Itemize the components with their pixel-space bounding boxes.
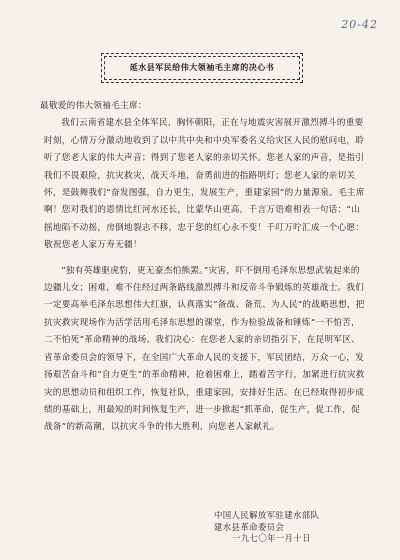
signature-block (214, 510, 364, 545)
salutation: 最敬爱的伟大领袖毛主席： (40, 101, 147, 111)
paragraph-2: “独有英雄驱虎豹，更无豪杰怕熊罴。”灾害，吓不倒用毛泽东思想武装起来的边疆儿女；困难，难不住经过两条路线激烈搏斗和反帝斗争锻炼的英雄战士。我们一定要高举毛泽东思想伟大红旗，认真落实“备战、备荒、为人民”的战略思想，把抗灾救灾现场作为活学活用毛泽东思想的课堂，作为检验战备和锤炼“一不怕苦，二不怕死”革命精神的战场。我们决心：在您老人家的亲切指引下，在昆明军区、省革命委员会的领导下，在全国广大革命人民的支援下，军民团结，万众一心，发扬艰苦奋斗和“自力更生”的革命精神，抢着困难上，踏着苦字行，加紧进行抗灾救灾的思想动员和组织工作，恢复社队，重建家园，安排好生活。在已经取得初步成绩的基础上，用最短的时间恢复生产，进一步掀起“抓革命，促生产，促工作，促战备”的新高潮，以抗灾斗争的伟大胜利，向您老人家献礼。 (44, 265, 365, 433)
paragraph-1: 我们云南省建水县全体军民，胸怀朝阳，正在与地震灾害展开激烈搏斗的重要时刻，心情万分激动地收到了以中共中央和中央军委名义给灾区人民的慰问电，聆听了您老人家的伟大声音；得到了您老人家的亲切关怀。您老人家的声音，是指引我们不畏艰险，抗灾救灾，战天斗地，奋勇前进的指路明灯；您老人家的亲切关怀，是鼓舞我们“奋发图强，自力更生，发展生产，重建家园”的力量源泉。毛主席啊！您对我们的恩情比红河水还长，比蒙华山更高，千言万语难相表一句话：“山摇地陷不动摇，房倒地裂志不移，忠于您的红心永不变！千叮万咛汇成一个心愿：敬祝您老人家万寿无疆！ (44, 118, 365, 251)
archive-number: 20-42 (341, 18, 378, 31)
title-frame (104, 56, 300, 80)
signature-date: 一九七〇年一月十日 (232, 533, 311, 543)
signature-org-2: 建水县革命委员会 (214, 521, 285, 532)
letter-body (40, 98, 366, 437)
signature-org-1: 中国人民解放军驻建水部队 (214, 510, 320, 520)
document-title: 延水县军民给伟大领袖毛主席的决心书 (129, 63, 275, 72)
